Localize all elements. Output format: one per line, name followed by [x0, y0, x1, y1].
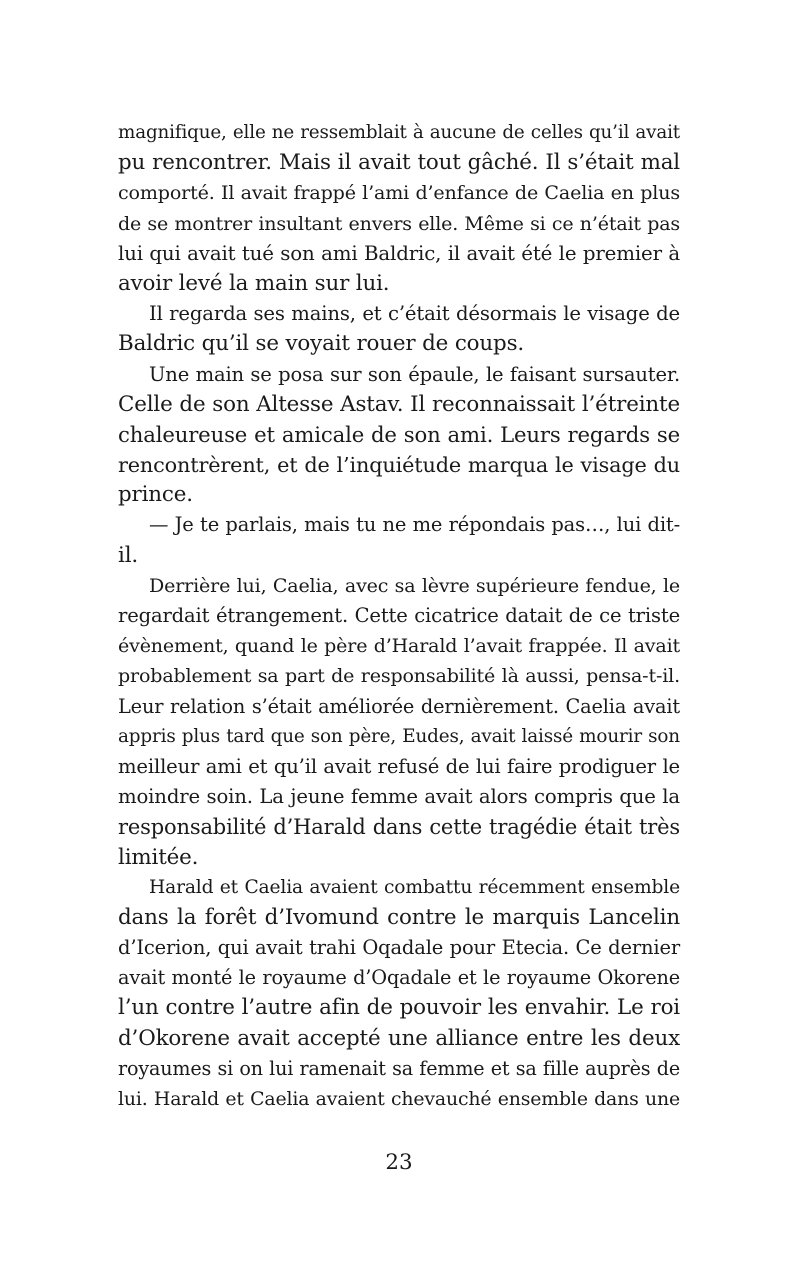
- text-line: moindre soin. La jeune femme avait alors compris que la: [118, 785, 680, 809]
- text-line: de se montrer insultant envers elle. Même si ce n’était pas: [118, 212, 680, 235]
- text-line: Il regarda ses mains, et c’était désormais le visage de: [149, 302, 680, 326]
- text-line: magnifique, elle ne ressemblait à aucune de celles qu’il avait: [118, 122, 680, 143]
- text-line: probablement sa part de responsabilité là aussi, pensa-t-il.: [118, 665, 680, 688]
- text-line: regardait étrangement. Cette cicatrice datait de ce triste: [118, 604, 680, 627]
- text-line: pu rencontrer. Mais il avait tout gâché. Il s’était mal: [118, 150, 680, 176]
- text-line: Derrière lui, Caelia, avec sa lèvre supérieure fendue, le: [149, 574, 680, 597]
- text-line: d’Okorene avait accepté une alliance entre les deux: [118, 1025, 680, 1051]
- text-line: rencontrèrent, et de l’inquiétude marqua le visage du: [118, 453, 680, 478]
- text-line: Baldric qu’il se voyait rouer de coups.: [118, 331, 525, 357]
- text-line: Harald et Caelia avaient combattu récemment ensemble: [149, 876, 680, 898]
- text-line: lui qui avait tué son ami Baldric, il avait été le premier à: [118, 241, 680, 265]
- text-line: il.: [118, 542, 139, 568]
- text-line: Une main se posa sur son épaule, le faisant sursauter.: [149, 362, 680, 386]
- text-line: meilleur ami et qu’il avait refusé de lui faire prodiguer le: [118, 754, 680, 778]
- text-line: d’Icerion, qui avait trahi Oqadale pour Etecia. Ce dernier: [118, 936, 680, 960]
- text-line: chaleureuse et amicale de son ami. Leurs regards se: [118, 421, 680, 447]
- text-line: évènement, quand le père d’Harald l’avait frappée. Il avait: [118, 635, 680, 658]
- text-line: royaumes si on lui ramenait sa femme et sa fille auprès de: [118, 1056, 680, 1080]
- page-body: [118, 118, 680, 1114]
- text-line: limitée.: [118, 844, 199, 870]
- text-line: appris plus tard que son père, Eudes, avait laissé mourir son: [118, 725, 680, 747]
- text-line: dans la forêt d’Ivomund contre le marquis Lancelin: [118, 904, 680, 930]
- text-line: prince.: [118, 482, 193, 508]
- text-line: responsabilité d’Harald dans cette tragédie était très: [118, 815, 680, 840]
- text-line: Celle de son Altesse Astav. Il reconnaissait l’étreinte: [118, 391, 680, 417]
- text-line: Leur relation s’était améliorée dernièrement. Caelia avait: [118, 694, 680, 718]
- text-line: — Je te parlais, mais tu ne me répondais pas…, lui dit-: [149, 513, 680, 537]
- text-line: avoir levé la main sur lui.: [118, 270, 390, 296]
- text-line: avait monté le royaume d’Oqadale et le royaume Okorene: [118, 966, 680, 990]
- text-line: l’un contre l’autre afin de pouvoir les envahir. Le roi: [118, 995, 680, 1021]
- text-line: comporté. Il avait frappé l’ami d’enfance de Caelia en plus: [118, 182, 680, 205]
- page-number: 23: [385, 1150, 413, 1175]
- text-line: lui. Harald et Caelia avaient chevauché ensemble dans une: [118, 1088, 680, 1110]
